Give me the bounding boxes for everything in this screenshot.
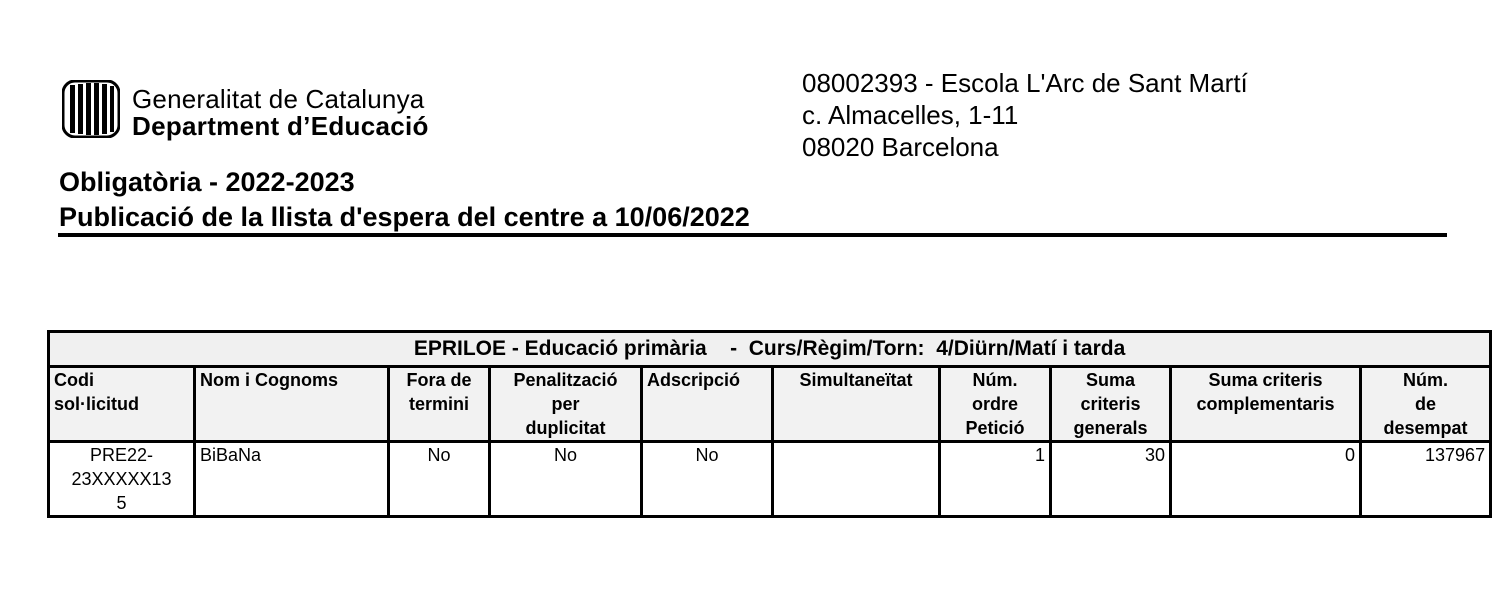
document-heading (59, 165, 750, 235)
school-street: c. Almacelles, 1-11 (802, 100, 1019, 130)
cell-num-ordre: 1 (940, 442, 1051, 517)
cell-adscripcio: No (642, 442, 773, 517)
logo-line-1: Generalitat de Catalunya (132, 84, 425, 114)
course-label: Curs/Règim/Torn: (748, 337, 925, 360)
header-suma-complementaris: Suma criteris complementaris (1171, 367, 1361, 442)
course-title (49, 332, 1491, 367)
cell-penalitzacio: No (490, 442, 642, 517)
heading-rule (58, 233, 1447, 237)
cell-nom: BiBaNa (195, 442, 389, 517)
generalitat-logo (62, 80, 522, 140)
header-nom-cognoms: Nom i Cognoms (195, 367, 389, 442)
course-separator: - (730, 337, 738, 360)
header-suma-generals: Suma criteris generals (1051, 367, 1171, 442)
publication-title: Publicació de la llista d'espera del centre a 10/06/2022 (59, 202, 750, 232)
generalitat-bars-icon (62, 80, 120, 138)
header-simultaneitat: Simultaneïtat (773, 367, 940, 442)
header-fora-termini: Fora de termini (389, 367, 490, 442)
cell-fora-termini: No (389, 442, 490, 517)
logo-line-2: Department d’Educació (132, 111, 429, 141)
header-num-ordre: Núm. ordre Petició (940, 367, 1051, 442)
cell-num-desempat: 137967 (1361, 442, 1491, 517)
stage-year: Obligatòria - 2022-2023 (59, 167, 355, 197)
cell-simultaneitat (773, 442, 940, 517)
header-penalitzacio: Penalització per duplicitat (490, 367, 642, 442)
course-code: EPRILOE - Educació primària (413, 337, 707, 360)
header-num-desempat: Núm. de desempat (1361, 367, 1491, 442)
course-value: 4/Diürn/Matí i tarda (936, 337, 1126, 360)
school-name: 08002393 - Escola L'Arc de Sant Martí (802, 68, 1248, 98)
school-city: 08020 Barcelona (802, 132, 999, 162)
school-address (802, 67, 1248, 163)
waiting-list-table (47, 330, 1492, 518)
header-adscripcio: Adscripció (642, 367, 773, 442)
header-codi-sollicitud: Codi sol·licitud (49, 367, 195, 442)
table-row (49, 442, 1491, 517)
table-body (49, 442, 1491, 517)
cell-codi: PRE22- 23XXXXX13 5 (49, 442, 195, 517)
table-header-row (49, 367, 1491, 442)
cell-suma-generals: 30 (1051, 442, 1171, 517)
cell-suma-complementaris: 0 (1171, 442, 1361, 517)
